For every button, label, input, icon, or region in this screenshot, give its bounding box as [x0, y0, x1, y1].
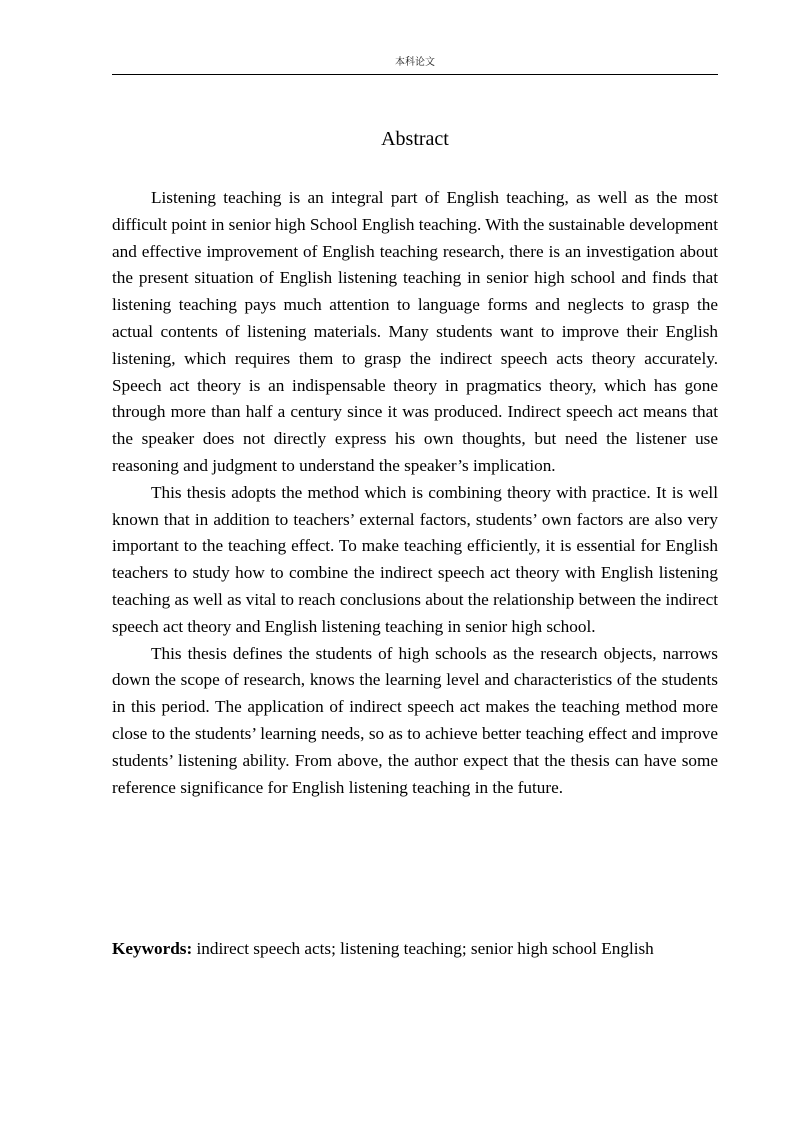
abstract-title: Abstract — [381, 128, 449, 150]
keywords-line — [112, 936, 752, 962]
page-header — [112, 52, 718, 75]
running-title: 本科论文 — [395, 57, 435, 68]
keywords-label: Keywords: — [112, 939, 193, 958]
abstract-paragraph-3: This thesis defines the students of high schools as the research objects, narrows down the scope of research, knows the learning level and characteristics of the students in this period. The application of indirect speech act makes the teaching method more close to the students’ learning needs, so as to achieve better teaching effect and improve students’ listening ability. From above, the author expect that the thesis can have some reference significance for English listening teaching in the future. — [112, 643, 718, 797]
abstract-body — [112, 185, 718, 801]
abstract-paragraph-2: This thesis adopts the method which is combining theory with practice. It is well known that in addition to teachers’ external factors, students’ own factors are also very important to the teaching effect. To make teaching efficiently, it is essential for English teachers to study how to combine the indirect speech act theory with English listening teaching as well as vital to reach conclusions about the relationship between the indirect speech act theory and English listening teaching in senior high school. — [112, 482, 718, 636]
abstract-paragraph-1: Listening teaching is an integral part of English teaching, as well as the most difficult point in senior high School English teaching. With the sustainable development and effective improvement of English teaching research, there is an investigation about the present situation of English listening teaching in senior high school and finds that listening teaching pays much attention to language forms and neglects to grasp the actual contents of listening materials. Many students want to improve their English listening, which requires them to grasp the indirect speech acts theory accurately. Speech act theory is an indispensable theory in pragmatics theory, which has gone through more than half a century since it was produced. Indirect speech act means that the speaker does not directly express his own thoughts, but need the listener use reasoning and judgment to understand the speaker’s implication. — [112, 188, 718, 475]
keywords-text: indirect speech acts; listening teaching; senior high school English — [196, 939, 654, 958]
